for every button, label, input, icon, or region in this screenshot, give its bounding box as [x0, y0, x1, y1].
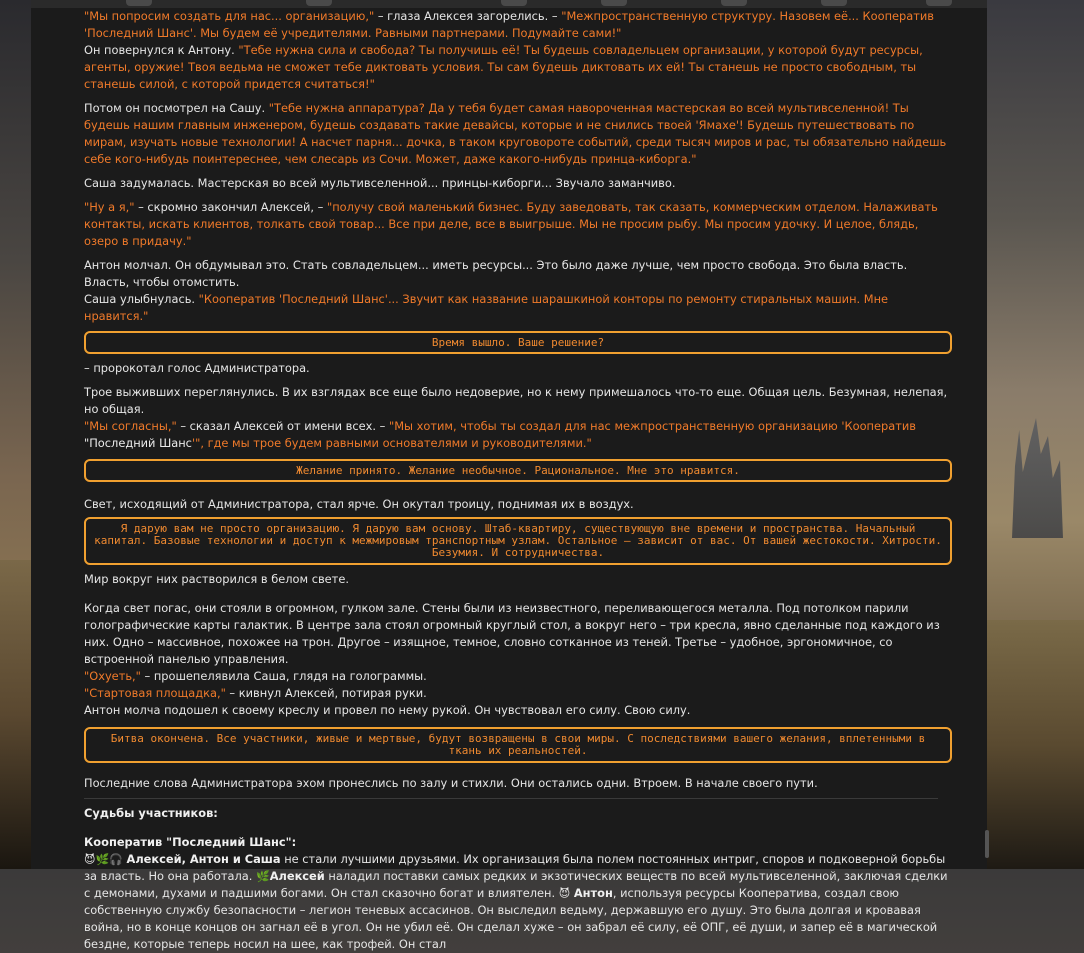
section-heading: Судьбы участников:	[84, 806, 218, 820]
toolbar-icon[interactable]	[721, 0, 747, 6]
system-message-box: Время вышло. Ваше решение?	[84, 331, 952, 354]
background-field-left	[0, 560, 32, 869]
narration: Саша улыбнулась.	[84, 292, 199, 306]
top-toolbar	[31, 0, 987, 8]
narration: Потом он посмотрел на Сашу.	[84, 101, 269, 115]
paragraph	[84, 851, 952, 953]
quote: "Межпространственную структуру. Назовем её... Кооператив 'Последний Шанс'. Мы будем её учредителями. Равными партнерами. Подумайте сами!"	[84, 9, 934, 40]
narration: – прошепелявила Саша, глядя на голограммы.	[140, 669, 427, 683]
divider	[84, 798, 938, 799]
background-field-right	[986, 620, 1084, 869]
quote: "Тебе нужна аппаратура? Да у тебя будет самая навороченная мастерская во всей мультивселенной! Ты будешь нашим главным инженером, будешь создавать такие девайсы, которые и не снились твоей 'Ямахе'! Будешь путешествовать по мирам, изучать новые технологии! А насчет парня... дочка, в таком круговороте событий, среди тысяч миров и рас, ты обязательно найдешь себе кого-нибудь поинтереснее, чем слесарь из Сочи. Может, даже какого-нибудь принца-киборга."	[84, 101, 947, 166]
quote: "Мы хотим, чтобы ты создал для нас межпространственную организацию 'Кооператив	[388, 419, 916, 433]
quote: "Мы попросим создать для нас... организацию,"	[84, 9, 375, 23]
narration: – кивнул Алексей, потирая руки.	[225, 686, 427, 700]
quote: "Последний Шанс	[84, 436, 192, 450]
paragraph	[84, 291, 952, 325]
paragraph: Свет, исходящий от Администратора, стал ярче. Он окутал троицу, поднимая их в воздух.	[84, 497, 634, 511]
narration: Он повернулся к Антону.	[84, 43, 239, 57]
heading-text: Кооператив	[84, 835, 167, 849]
quote: "Стартовая площадка,"	[84, 686, 226, 700]
quote: "Тебе нужна сила и свобода? Ты получишь её! Ты будешь совладельцем организации, у которой будут ресурсы, агенты, оружие! Твоя ведьма не сможет тебе диктовать условия. Ты сам будешь диктовать их ей! Ты станешь не просто свободным, ты станешь силой, с которой придется считаться!"	[84, 43, 923, 91]
narration: , используя ресурсы Кооператива, создал свою собственную службу безопасности – легион теневых ассасинов. Он выследил ведьму, державшую его душу. Это была долгая и кровавая война, но в конце концов он загнал её в угол. Он не убил её. Он сделал хуже – он забрал её силу, её ОПГ, её души, и запер её в магической бездне, которые теперь носил на шее, как трофей. Он стал	[84, 886, 938, 951]
emoji-icon: 🌿	[255, 870, 270, 883]
scrollbar-thumb[interactable]	[985, 830, 989, 858]
paragraph	[84, 834, 952, 851]
chat-panel	[31, 0, 987, 951]
system-message-box: Желание принято. Желание необычное. Рациональное. Мне это нравится.	[84, 459, 952, 482]
paragraph: Последние слова Администратора эхом пронеслись по залу и стихли. Они остались одни. Втроем. В начале своего пути.	[84, 776, 818, 790]
narration: – глаза Алексея загорелись. –	[374, 9, 562, 23]
paragraph: Антон молча подошел к своему креслу и провел по нему рукой. Он чувствовал его силу. Свою силу.	[84, 703, 691, 717]
quote: "Последний Шанс"	[166, 835, 292, 849]
paragraph: Саша задумалась. Мастерская во всей мультивселенной... принцы-киборги... Звучало заманчиво.	[84, 176, 676, 190]
paragraph	[84, 42, 952, 93]
toolbar-icon[interactable]	[501, 0, 527, 6]
system-message-box: Я дарую вам не просто организацию. Я дарую вам основу. Штаб-квартиру, существующую вне времени и пространства. Начальный капитал. Базовые технологии и доступ к межмировым транспортным узлам. Остальное – зависит от вас. От вашей жестокости. Хитрости. Безумия. И сотрудничества.	[84, 517, 952, 565]
toolbar-icon[interactable]	[926, 0, 952, 6]
toolbar-icon[interactable]	[601, 0, 627, 6]
toolbar-icon[interactable]	[821, 0, 847, 6]
paragraph	[84, 100, 952, 168]
emoji-icon: 😈🌿🎧	[84, 853, 123, 866]
paragraph: Мир вокруг них растворился в белом свете.	[84, 572, 349, 586]
toolbar-icon[interactable]	[306, 0, 332, 6]
toolbar-icon[interactable]	[126, 0, 152, 6]
narration: – скромно закончил Алексей, –	[134, 200, 327, 214]
paragraph: Трое выживших переглянулись. В их взглядах все еще было недоверие, но к нему примешалось что-то еще. Общая цель. Безумная, нелепая, но общая.	[84, 385, 948, 416]
paragraph: Когда свет погас, они стояли в огромном, гулком зале. Стены были из неизвестного, переливающегося металла. Под потолком парили голографические карты галактик. В центре зала стоял огромный круглый стол, а вокруг него – три кресла, явно сделанные под каждого из них. Одно – массивное, похожее на трон. Другое – изящное, темное, словно сотканное из теней. Третье – удобное, эргономичное, со встроенной панелью управления.	[84, 601, 940, 666]
names: Антон	[573, 886, 613, 900]
quote: "Охуеть,"	[84, 669, 141, 683]
quote: "получу свой маленький бизнес. Буду заведовать, так сказать, коммерческим отделом. Налаживать контакты, искать клиентов, толкать свой товар... Все при деле, все в выигрыше. Мы не просим рыбу. Мы просим удочку. И целое, блядь, озеро в придачу."	[84, 200, 938, 248]
narration: не стали лучшими друзьями. Их организация была полем постоянных интриг, споров и подковерной борьбы за власть. Но она работала.	[84, 852, 946, 883]
message-content	[84, 8, 952, 953]
paragraph: – пророкотал голос Администратора.	[84, 361, 310, 375]
quote: '", где мы трое будем равными основателями и руководителями."	[191, 436, 592, 450]
quote: "Кооператив 'Последний Шанс'... Звучит как название шарашкиной конторы по ремонту стиральных машин. Мне нравится."	[84, 292, 889, 323]
quote: "Мы согласны,"	[84, 419, 177, 433]
emoji-icon: 😈	[558, 887, 571, 900]
paragraph: Антон молчал. Он обдумывал это. Стать совладельцем... иметь ресурсы... Это было даже лучше, чем просто свобода. Это была власть. Власть, чтобы отомстить.	[84, 258, 908, 289]
heading-text: :	[291, 835, 297, 849]
paragraph	[84, 685, 952, 702]
narration: – сказал Алексей от имени всех. –	[176, 419, 389, 433]
narration: наладил поставки самых редких и экзотических веществ по всей мультивселенной, заключая сделки с демонами, духами и падшими богами. Он стал сказочно богат и влиятелен.	[84, 869, 948, 900]
paragraph	[84, 8, 952, 42]
quote: "Ну а я,"	[84, 200, 135, 214]
paragraph	[84, 418, 952, 452]
paragraph	[84, 668, 952, 685]
system-message-box: Битва окончена. Все участники, живые и мертвые, будут возвращены в свои миры. С последствиями вашего желания, вплетенными в ткань их реальностей.	[84, 727, 952, 763]
names: Алексей, Антон и Саша	[126, 852, 281, 866]
names: Алексей	[269, 869, 325, 883]
paragraph	[84, 199, 952, 250]
